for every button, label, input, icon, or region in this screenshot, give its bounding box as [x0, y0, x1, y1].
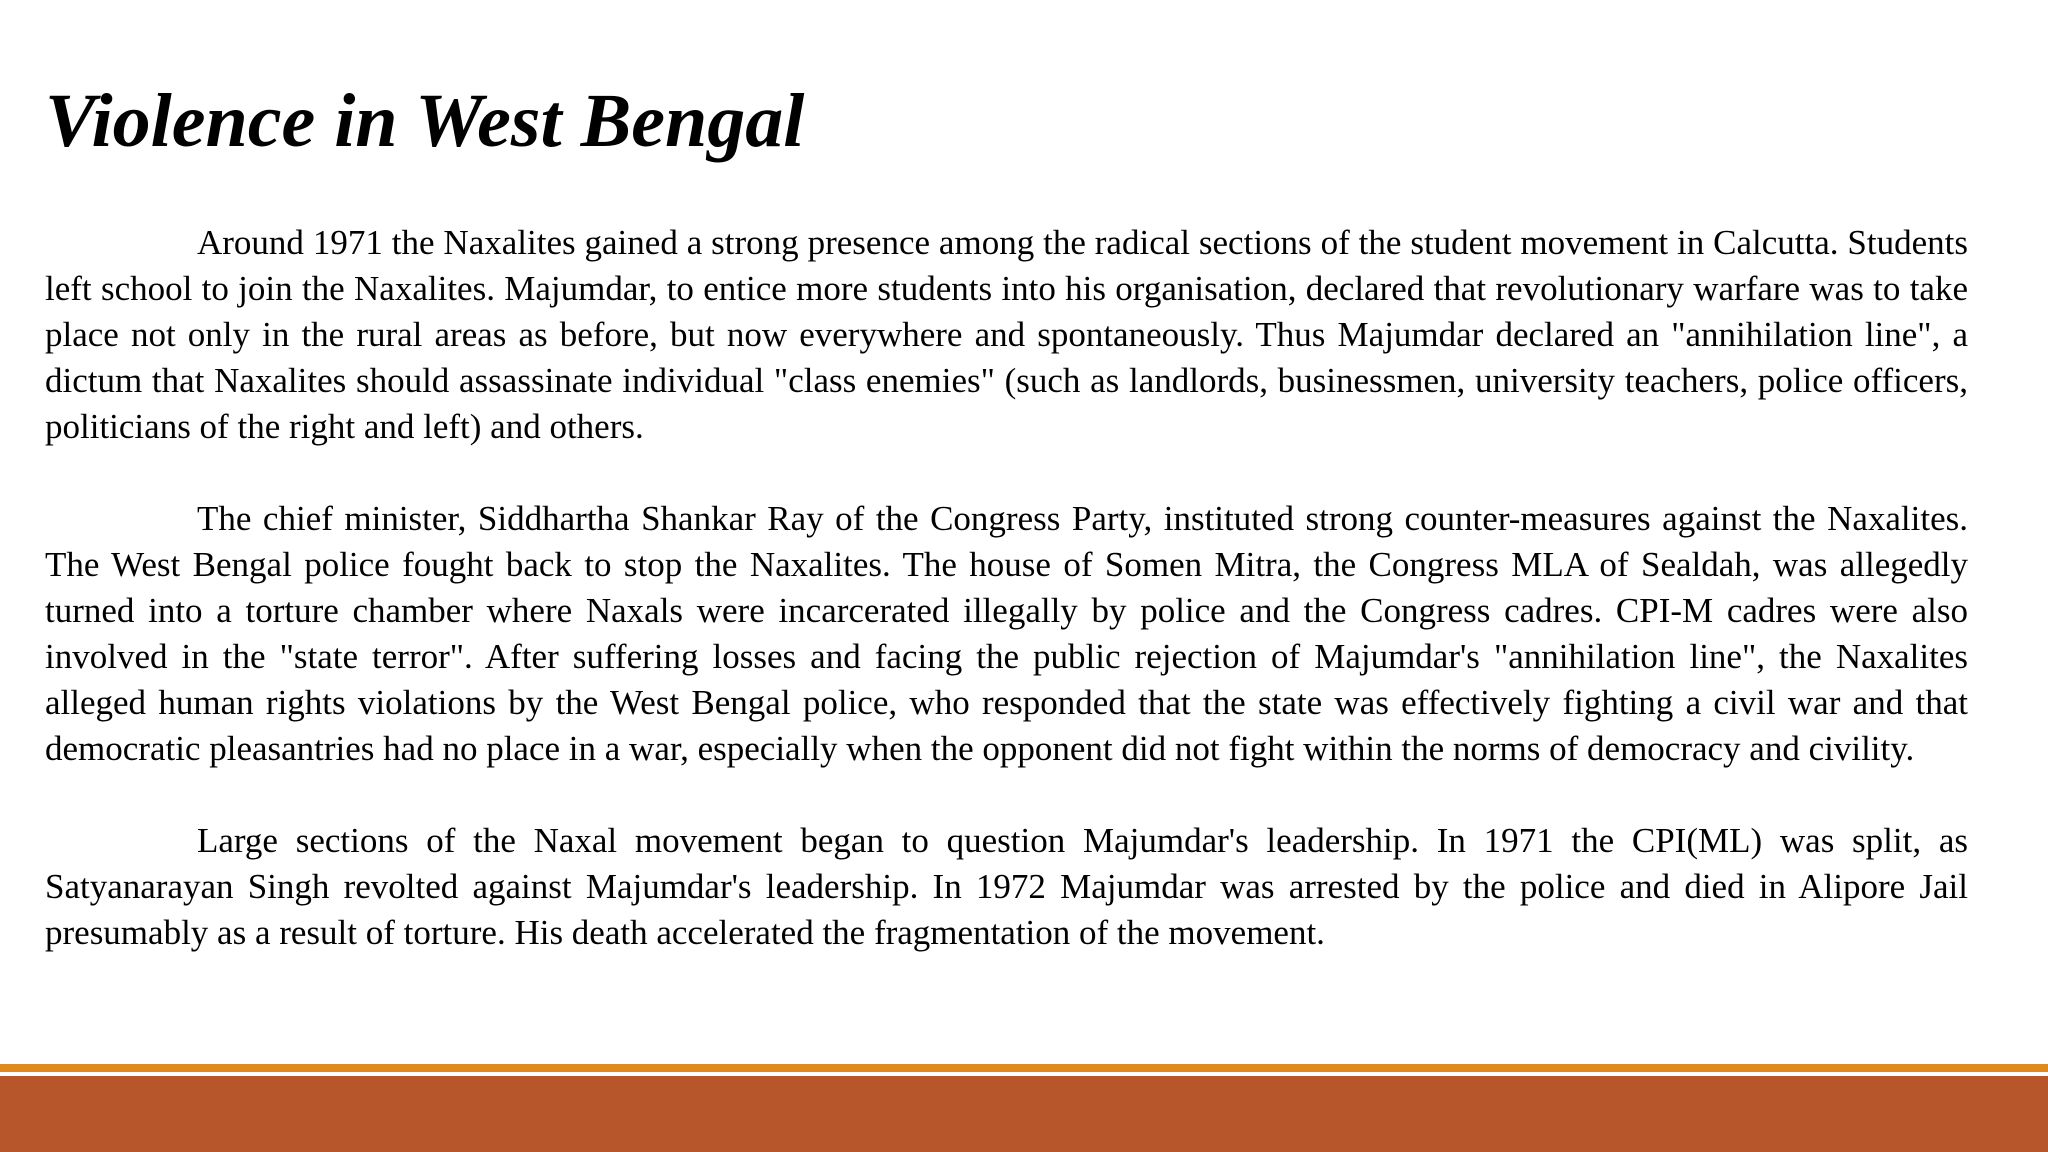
- paragraph-2: The chief minister, Siddhartha Shankar Ray of the Congress Party, instituted strong counter-measures against the Naxalites. The West Bengal police fought back to stop the Naxalites. The house of Somen Mitra, the Congress MLA of Sealdah, was allegedly turned into a torture chamber where Naxals were incarcerated illegally by police and the Congress cadres. CPI-M cadres were also involved in the "state terror". After suffering losses and facing the public rejection of Majumdar's "annihilation line", the Naxalites alleged human rights violations by the West Bengal police, who responded that the state was effectively fighting a civil war and that democratic pleasantries had no place in a war, especially when the opponent did not fight within the norms of democracy and civility.: [45, 499, 1968, 768]
- footer-band: [0, 1076, 2048, 1152]
- paragraph-1: Around 1971 the Naxalites gained a strong presence among the radical sections of the student movement in Calcutta. Students left school to join the Naxalites. Majumdar, to entice more students into his organisation, declared that revolutionary warfare was to take place not only in the rural areas as before, but now everywhere and spontaneously. Thus Majumdar declared an "annihilation line", a dictum that Naxalites should assassinate individual "class enemies" (such as landlords, businessmen, university teachers, police officers, politicians of the right and left) and others.: [45, 223, 1968, 446]
- paragraph-3: Large sections of the Naxal movement began to question Majumdar's leadership. In 1971 the CPI(ML) was split, as Satyanarayan Singh revolted against Majumdar's leadership. In 1972 Majumdar was arrested by the police and died in Alipore Jail presumably as a result of torture. His death accelerated the fragmentation of the movement.: [45, 821, 1968, 952]
- footer-accent-stripe: [0, 1064, 2048, 1072]
- slide-title: Violence in West Bengal: [45, 79, 805, 163]
- slide-body: [45, 220, 1968, 956]
